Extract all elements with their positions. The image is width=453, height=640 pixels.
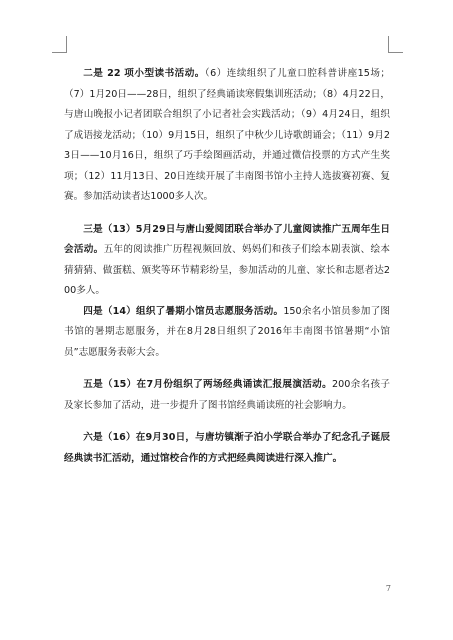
paragraph-item-three xyxy=(64,220,390,302)
page-number: 7 xyxy=(385,584,391,593)
paragraph-text: （6）连续组织了儿童口腔科普讲座15场；（7）1月20日——28日，组织了经典诵读寒假集训班活动；（8）4月22日，与唐山晚报小记者团联合组织了小记者社会实践活动；（9）4月24日，组织了成语接龙活动；（10）9月15日，组织了中秋少儿诗歌朗诵会；（11）9月23日——10月16日，组织了巧手绘图画活动，并通过微信投票的方式产生奖项；（12）11月13日、20日连续开展了丰南图书馆小主持人选拔赛初赛、复赛。参加活动读者达1000多人次。 xyxy=(64,68,391,202)
corner-mark-top-right xyxy=(388,36,403,53)
paragraph-text: 五年的阅读推广历程视频回放、妈妈们和孩子们绘本剧表演、绘本猜猜猜、做蛋糕、颁奖等环节精彩纷呈，参加活动的儿童、家长和志愿者达200多人。 xyxy=(64,244,391,296)
paragraph-text: 200余名孩子及家长参加了活动，进一步提升了图书馆经典诵读班的社会影响力。 xyxy=(64,379,391,411)
paragraph-item-six xyxy=(64,428,390,469)
paragraph-lead: 二是 22 项小型读书活动。 xyxy=(83,68,205,79)
paragraph-text: 150余名小馆员参加了图书馆的暑期志愿服务，并在8月28日组织了2016年丰南图书馆暑期“小馆员”志愿服务表彰大会。 xyxy=(64,305,390,358)
paragraph-item-four xyxy=(64,302,390,364)
paragraph-lead: 四是（14）组织了暑期小馆员志愿服务活动。 xyxy=(83,305,284,317)
paragraph-lead: 五是（15）在7月份组织了两场经典诵读汇报展演活动。 xyxy=(83,379,333,390)
paragraph-item-five xyxy=(64,375,390,416)
paragraph-item-two xyxy=(64,64,390,208)
document-body xyxy=(64,64,390,469)
corner-mark-top-left xyxy=(52,36,67,53)
paragraph-lead: 三是（13）5月29日与唐山爱阅团联合举办了儿童阅读推广五周年生日会活动。 xyxy=(64,223,390,255)
paragraph-lead: 六是（16）在9月30日，与唐坊镇渐子泊小学联合举办了纪念孔子诞辰经典读书汇活动，通过馆校合作的方式把经典阅读进行深入推广。 xyxy=(64,432,390,464)
